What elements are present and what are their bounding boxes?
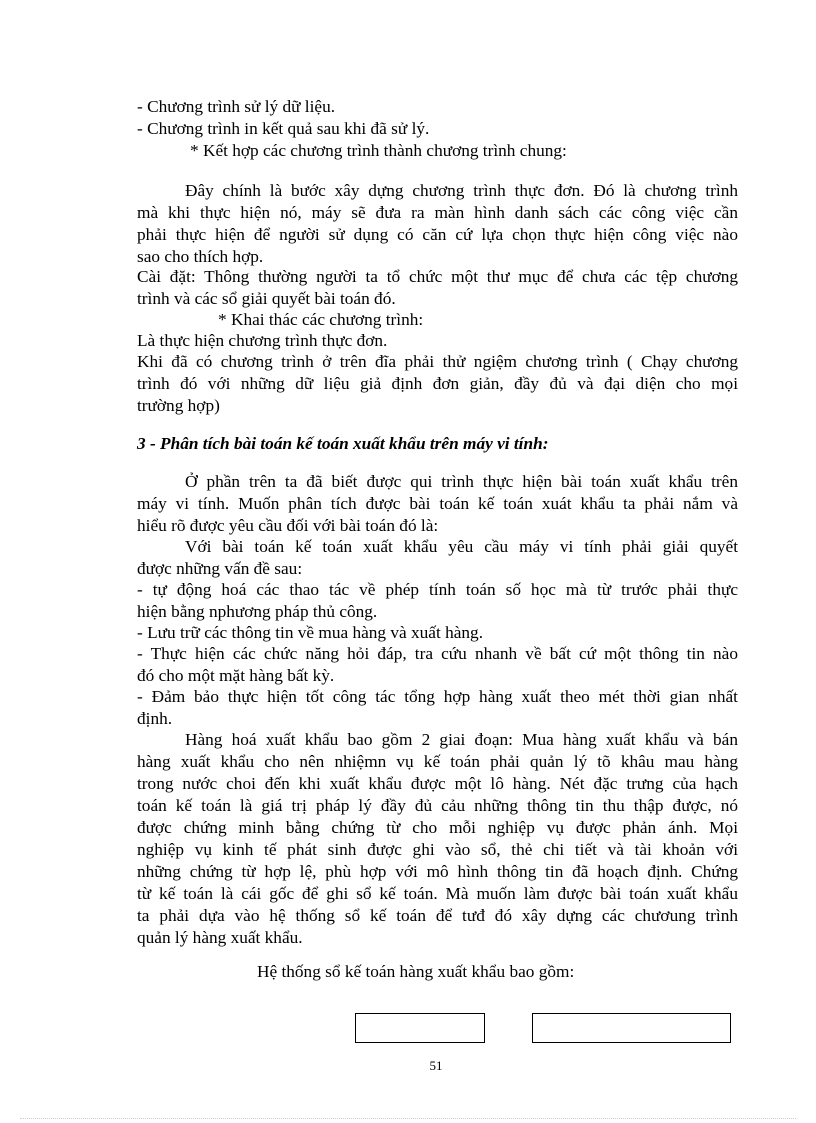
paragraph-line: Hàng hoá xuất khẩu bao gồm 2 giai đoạn: Mua hàng xuất khẩu và bán: [185, 730, 738, 749]
paragraph-line: Với bài toán kế toán xuất khẩu yêu cầu máy vi tính phải giải quyết: [185, 537, 738, 556]
diagram-box-right: [532, 1013, 731, 1043]
paragraph-line: máy vi tính. Muốn phân tích được bài toán kế toán xuát khẩu ta phải nắm và: [137, 494, 738, 513]
paragraph-line: Cài đặt: Thông thường người ta tổ chức một thư mục để chưa các tệp chương: [137, 267, 738, 286]
list-item: - tự động hoá các thao tác về phép tính toán số học mà từ trước phải thực: [137, 580, 738, 599]
list-item: - Chương trình in kết quả sau khi đã sử lý.: [137, 119, 430, 138]
paragraph-line: được những vấn đề sau:: [137, 559, 303, 578]
paragraph-line: từ kế toán là cái gốc để ghi sổ kế toán. Mà muốn làm được bài toán xuất khẩu: [137, 884, 738, 903]
list-item: định.: [137, 709, 173, 728]
paragraph-line: trình và các sổ giải quyết bài toán đó.: [137, 289, 396, 308]
paragraph-line: Là thực hiện chương trình thực đơn.: [137, 331, 388, 350]
diagram-caption: Hệ thống sổ kế toán hàng xuất khẩu bao gồm:: [257, 962, 575, 981]
paragraph-line: hàng xuất khẩu cho nên nhiệmn vụ kế toán phải quản lý tõ khâu mau hàng: [137, 752, 738, 771]
paragraph-line: Ở phần trên ta đã biết được qui trình thực hiện bài toán xuất khẩu trên: [185, 472, 738, 491]
paragraph-line: hiểu rõ được yêu cầu đối với bài toán đó là:: [137, 516, 439, 535]
list-item: - Lưu trữ các thông tin về mua hàng và xuất hàng.: [137, 623, 484, 642]
list-item: hiện bằng nphương pháp thủ công.: [137, 602, 378, 621]
paragraph-line: những chứng từ hợp lệ, phù hợp với mô hình thông tin đã hoạch định. Chứng: [137, 862, 738, 881]
page-number: 51: [429, 1058, 443, 1073]
sub-heading: * Kết hợp các chương trình thành chương trình chung:: [190, 141, 567, 160]
list-item: đó cho một mặt hàng bất kỳ.: [137, 666, 335, 685]
paragraph-line: trường hợp): [137, 396, 220, 415]
section-heading: 3 - Phân tích bài toán kế toán xuất khẩu trên máy vi tính:: [137, 434, 549, 453]
paragraph-line: toán kế toán là giá trị pháp lý đầy đủ cảu những thông tin thu thập được, nó: [137, 796, 738, 815]
list-item: - Thực hiện các chức năng hỏi đáp, tra cứu nhanh về bất cứ một thông tin nào: [137, 644, 738, 663]
paragraph-line: trình đó với những dữ liệu giả định đơn giản, đầy đủ và đại diện cho mọi: [137, 374, 738, 393]
paragraph-line: phải thực hiện để người sử dụng có căn cứ lựa chọn thực hiện công việc nào: [137, 225, 738, 244]
sub-heading: * Khai thác các chương trình:: [218, 310, 424, 329]
paragraph-line: ta phải dựa vào hệ thống sổ kế toán để tưđ đó xây dựng các chươung trình: [137, 906, 738, 925]
paragraph-line: sao cho thích hợp.: [137, 247, 264, 266]
paragraph-line: trong nước choi đến khi xuất khẩu được một lô hàng. Nét đặc trưng của hạch: [137, 774, 738, 793]
page-divider: [20, 1118, 796, 1119]
paragraph-line: quản lý hàng xuất khẩu.: [137, 928, 303, 947]
paragraph-line: Đây chính là bước xây dựng chương trình thực đơn. Đó là chương trình: [185, 181, 738, 200]
list-item: - Đảm bảo thực hiện tốt công tác tổng hợp hàng xuất theo mét thời gian nhất: [137, 687, 738, 706]
list-item: - Chương trình sử lý dữ liệu.: [137, 97, 336, 116]
paragraph-line: nghiệp vụ kinh tế phát sinh được ghi vào sổ, thẻ chi tiết và tài khoản với: [137, 840, 738, 859]
paragraph-line: được chứng minh bằng chứng từ cho mỗi nghiệp vụ được phản ánh. Mọi: [137, 818, 738, 837]
diagram-box-left: [355, 1013, 485, 1043]
paragraph-line: Khi đã có chương trình ở trên đĩa phải thử ngiệm chương trình ( Chạy chương: [137, 352, 738, 371]
paragraph-line: mà khi thực hiện nó, máy sẽ đưa ra màn hình danh sách các công việc cần: [137, 203, 738, 222]
